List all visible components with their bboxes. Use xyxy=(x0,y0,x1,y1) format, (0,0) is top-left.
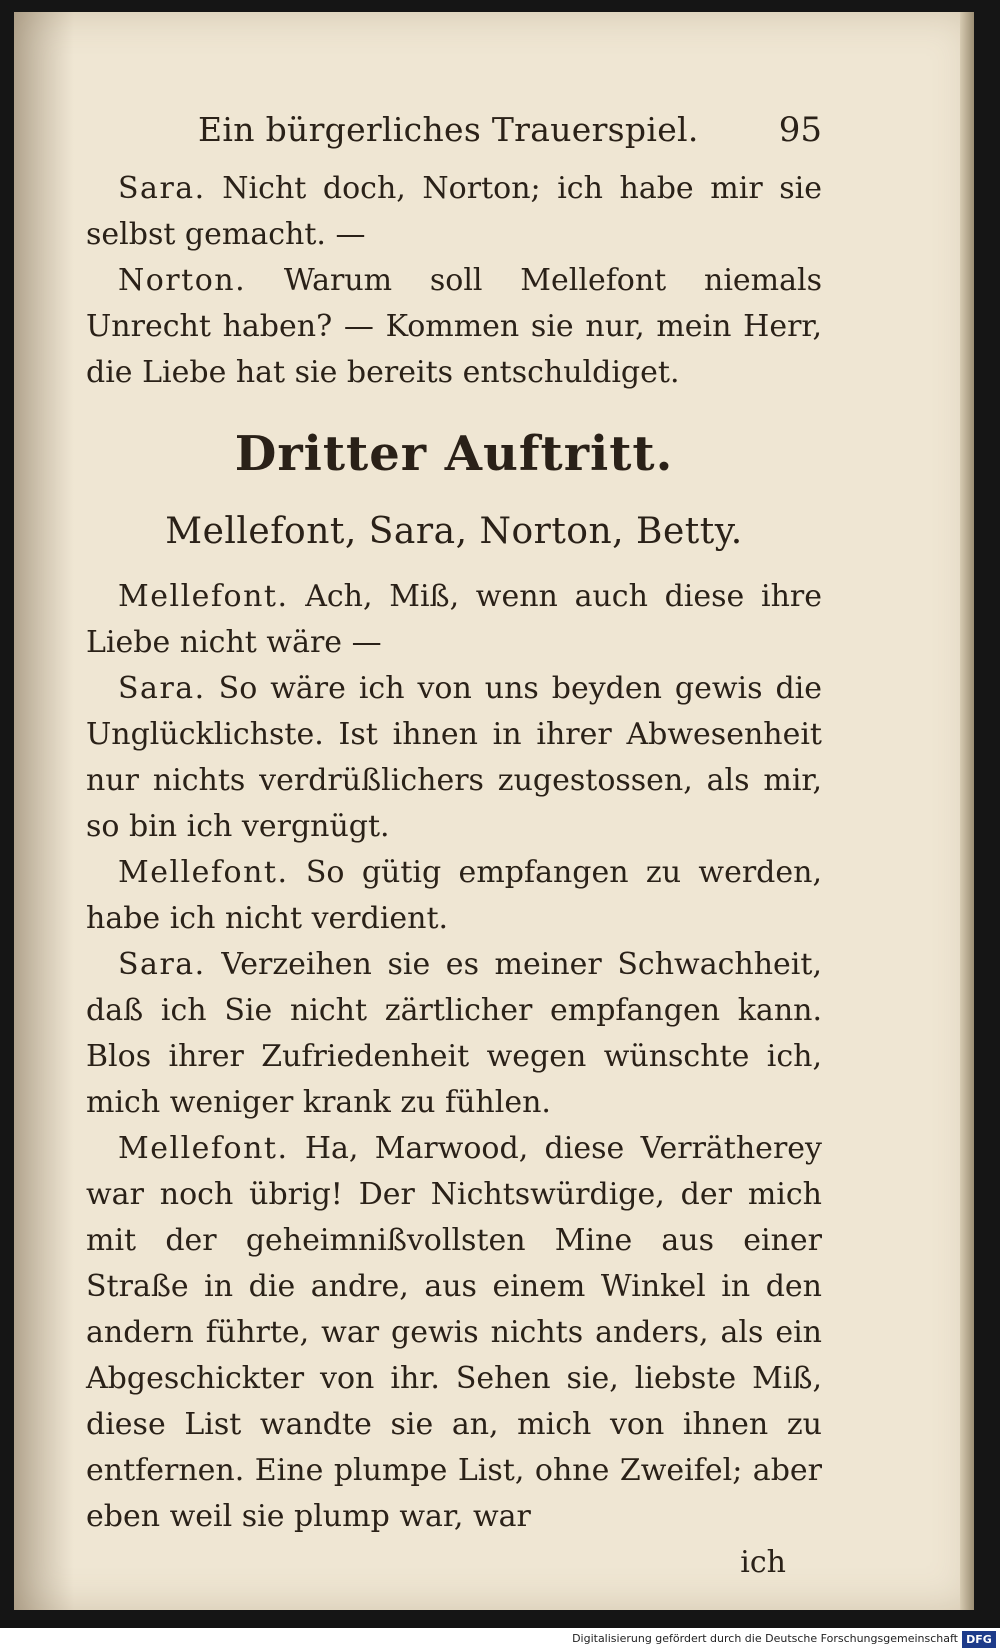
page-edge xyxy=(960,12,974,1610)
dialogue-paragraph xyxy=(86,1126,822,1540)
page-text xyxy=(86,110,822,1586)
dialogue-text: Ha, Marwood, diese Verrätherey war noch übrig! Der Nichtswürdige, der mich mit der geheimnißvollsten Mine aus einer Straße in die andre, aus einem Winkel in den andern führte, war gewis nichts anders, als ein Abgeschickter von ihr. Sehen sie, liebste Miß, diese List wandte sie an, mich von ihnen zu entfernen. Eine plumpe List, ohne Zweifel; aber eben weil sie plump war, war xyxy=(86,1131,822,1534)
catchword: ich xyxy=(740,1545,786,1580)
speaker-name: Sara. xyxy=(118,947,206,982)
page-number: 95 xyxy=(778,110,822,150)
scene-heading: Dritter Auftritt. xyxy=(234,426,674,482)
speaker-name: Sara. xyxy=(118,171,206,206)
dialogue-paragraph xyxy=(86,850,822,942)
funding-credit: Digitalisierung gefördert durch die Deutsche Forschungsgemeinschaft xyxy=(572,1632,958,1645)
speaker-name: Mellefont. xyxy=(118,579,289,614)
dialogue-paragraph xyxy=(86,574,822,666)
dialogue-text: So gütig empfangen zu werden, habe ich nicht verdient. xyxy=(86,855,822,936)
speaker-name: Sara. xyxy=(118,671,206,706)
cast-list: Mellefont, Sara, Norton, Betty. xyxy=(165,511,743,552)
dialogue-paragraph xyxy=(86,166,822,258)
dialogue-text: So wäre ich von uns beyden gewis die Unglücklichste. Ist ihnen in ihrer Abwesenheit nur nichts verdrüßlichers zugestossen, als mir, so bin ich vergnügt. xyxy=(86,671,822,844)
dialogue-text: Ach, Miß, wenn auch diese ihre Liebe nicht wäre — xyxy=(86,579,822,660)
dialogue-paragraph xyxy=(86,258,822,396)
dfg-logo: DFG xyxy=(962,1631,996,1648)
dialogue-text: Warum soll Mellefont niemals Unrecht haben? — Kommen sie nur, mein Herr, die Liebe hat sie bereits entschuldiget. xyxy=(86,263,822,390)
speaker-name: Norton. xyxy=(118,263,247,298)
dialogue-paragraph xyxy=(86,666,822,850)
dialogue-text: Nicht doch, Norton; ich habe mir sie selbst gemacht. — xyxy=(86,171,822,252)
running-title: Ein bürgerliches Trauerspiel. xyxy=(198,110,699,149)
speaker-name: Mellefont. xyxy=(118,855,289,890)
running-head xyxy=(86,110,822,150)
footer-bar xyxy=(0,1628,1000,1652)
dialogue-text: Verzeihen sie es meiner Schwachheit, daß ich Sie nicht zärtlicher empfangen kann. Blos ihrer Zufriedenheit wegen wünschte ich, mich weniger krank zu fühlen. xyxy=(86,947,822,1120)
speaker-name: Mellefont. xyxy=(118,1131,289,1166)
dialogue-paragraph xyxy=(86,942,822,1126)
